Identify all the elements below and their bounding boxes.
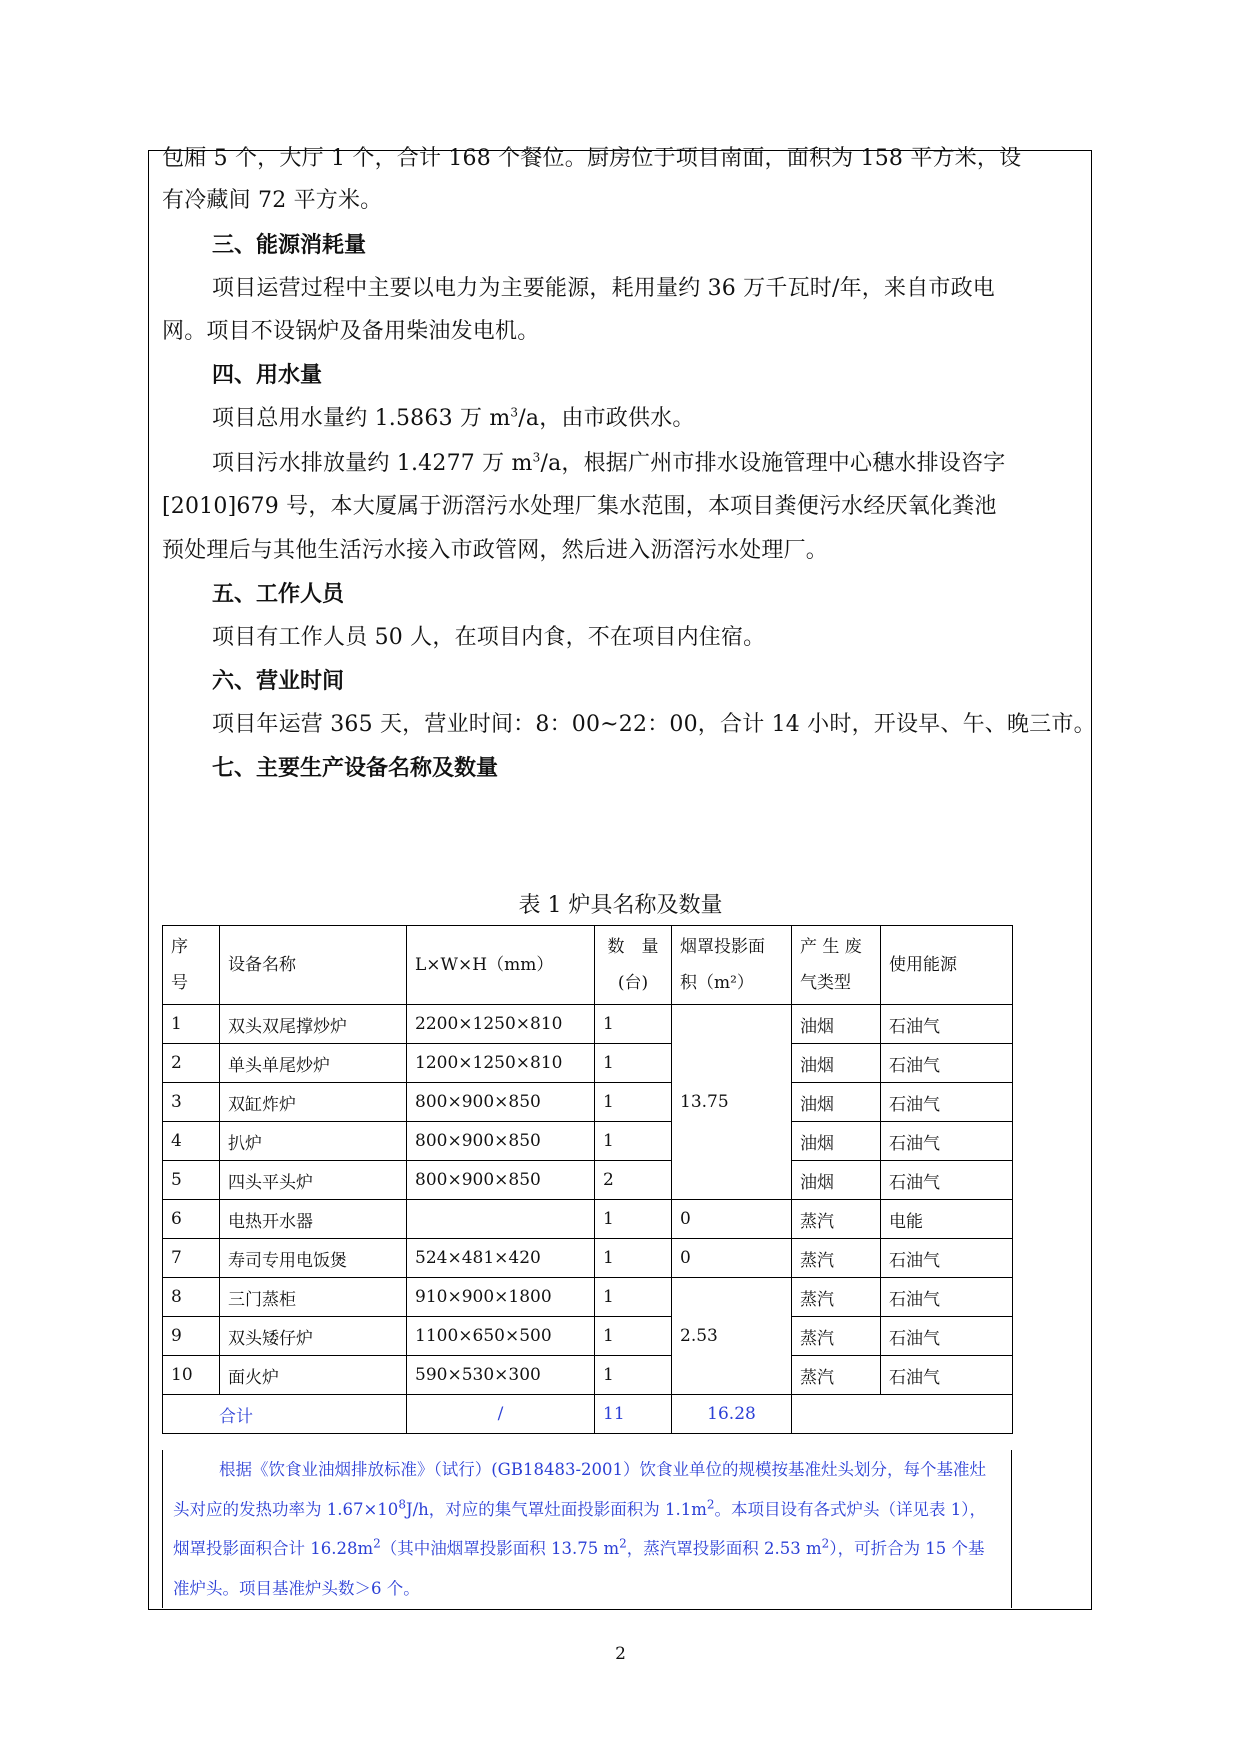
header-name: 设备名称 <box>220 926 407 1005</box>
paragraph-line: 网。项目不设锅炉及备用柴油发电机。 <box>162 319 540 344</box>
cell-gas: 蒸汽 <box>792 1317 881 1356</box>
section-heading-energy: 三、能源消耗量 <box>212 233 367 258</box>
section-heading-equipment: 七、主要生产设备名称及数量 <box>212 756 499 781</box>
cell-dims: 524×481×420 <box>407 1239 595 1278</box>
cell-qty: 1 <box>595 1356 672 1395</box>
header-seq: 序 号 <box>163 926 220 1005</box>
cell-no: 1 <box>163 1005 220 1044</box>
total-label: 合计 <box>163 1395 407 1434</box>
cell-dims: 800×900×850 <box>407 1161 595 1200</box>
paragraph-line: [2010]679 号，本大厦属于沥滘污水处理厂集水范围，本项目粪便污水经厌氧化粪池 <box>162 494 997 519</box>
cell-gas: 油烟 <box>792 1083 881 1122</box>
table-row <box>163 1278 1013 1317</box>
cell-no: 7 <box>163 1239 220 1278</box>
cell-no: 5 <box>163 1161 220 1200</box>
cell-hood-area: 0 <box>672 1239 792 1278</box>
cell-qty: 1 <box>595 1005 672 1044</box>
cell-dims: 1100×650×500 <box>407 1317 595 1356</box>
cell-energy: 石油气 <box>881 1083 1013 1122</box>
cell-gas: 蒸汽 <box>792 1200 881 1239</box>
cell-qty: 1 <box>595 1122 672 1161</box>
cell-dims: 2200×1250×810 <box>407 1005 595 1044</box>
cell-no: 4 <box>163 1122 220 1161</box>
cell-gas: 蒸汽 <box>792 1239 881 1278</box>
cell-no: 2 <box>163 1044 220 1083</box>
total-empty-cell <box>792 1395 1013 1434</box>
table-row <box>163 1356 1013 1395</box>
table-row <box>163 1005 1013 1044</box>
cell-name: 单头单尾炒炉 <box>220 1044 407 1083</box>
cell-hood-area: 0 <box>672 1200 792 1239</box>
cell-name: 扒炉 <box>220 1122 407 1161</box>
cell-name: 双头矮仔炉 <box>220 1317 407 1356</box>
cell-dims: 590×530×300 <box>407 1356 595 1395</box>
header-energy: 使用能源 <box>881 926 1013 1005</box>
cell-no: 8 <box>163 1278 220 1317</box>
section-heading-hours: 六、营业时间 <box>212 669 345 694</box>
table-row <box>163 1239 1013 1278</box>
table-caption: 表 1 炉具名称及数量 <box>518 893 723 918</box>
total-dims: / <box>407 1395 595 1434</box>
cell-dims: 1200×1250×810 <box>407 1044 595 1083</box>
paragraph-line: 项目总用水量约 1.5863 万 $m^3/a$，由市政供水。 <box>212 405 695 431</box>
cell-name: 寿司专用电饭煲 <box>220 1239 407 1278</box>
total-qty: 11 <box>595 1395 672 1434</box>
cell-dims: 800×900×850 <box>407 1122 595 1161</box>
header-hood-area: 烟罩投影面 积（m²） <box>672 926 792 1005</box>
cell-hood-area: 13.75 <box>672 1005 792 1200</box>
cell-name: 电热开水器 <box>220 1200 407 1239</box>
paragraph-line: 包厢 5 个，大厅 1 个，合计 168 个餐位。厨房位于项目南面，面积为 158 平方米，设 <box>162 146 1022 171</box>
cell-qty: 1 <box>595 1083 672 1122</box>
cell-name: 四头平头炉 <box>220 1161 407 1200</box>
section-heading-staff: 五、工作人员 <box>212 582 345 607</box>
equipment-table <box>162 925 1013 1434</box>
cell-energy: 石油气 <box>881 1161 1013 1200</box>
cell-no: 10 <box>163 1356 220 1395</box>
cell-gas: 油烟 <box>792 1161 881 1200</box>
cell-qty: 2 <box>595 1161 672 1200</box>
paragraph-line: 项目年运营 365 天，营业时间：8：00~22：00，合计 14 小时，开设早、午、晚三市。 <box>212 712 1096 737</box>
cell-no: 6 <box>163 1200 220 1239</box>
cell-gas: 蒸汽 <box>792 1356 881 1395</box>
cell-gas: 油烟 <box>792 1122 881 1161</box>
paragraph-line: 有冷藏间 72 平方米。 <box>162 188 383 213</box>
cell-name: 面火炉 <box>220 1356 407 1395</box>
table-row <box>163 1200 1013 1239</box>
table-row <box>163 1317 1013 1356</box>
cell-dims: 910×900×1800 <box>407 1278 595 1317</box>
cell-name: 双缸炸炉 <box>220 1083 407 1122</box>
cell-gas: 蒸汽 <box>792 1278 881 1317</box>
cell-name: 三门蒸柜 <box>220 1278 407 1317</box>
total-hood-area: 16.28 <box>672 1395 792 1434</box>
cell-energy: 石油气 <box>881 1005 1013 1044</box>
cell-energy: 电能 <box>881 1200 1013 1239</box>
cell-energy: 石油气 <box>881 1044 1013 1083</box>
paragraph-line: 项目运营过程中主要以电力为主要能源，耗用量约 36 万千瓦时/年，来自市政电 <box>212 276 995 301</box>
table-row <box>163 1044 1013 1083</box>
cell-qty: 1 <box>595 1278 672 1317</box>
header-gas-type: 产 生 废 气类型 <box>792 926 881 1005</box>
cell-qty: 1 <box>595 1317 672 1356</box>
cell-energy: 石油气 <box>881 1317 1013 1356</box>
cell-gas: 油烟 <box>792 1005 881 1044</box>
cell-no: 3 <box>163 1083 220 1122</box>
header-qty: 数 量 (台) <box>595 926 672 1005</box>
table-row <box>163 1083 1013 1122</box>
cell-name: 双头双尾撑炒炉 <box>220 1005 407 1044</box>
cell-energy: 石油气 <box>881 1122 1013 1161</box>
cell-qty: 1 <box>595 1200 672 1239</box>
table-note: 根据《饮食业油烟排放标准》（试行）(GB18483-2001）饮食业单位的规模按基准灶头划分，每个基准灶头对应的发热功率为 $1.67\times 10^8J/h$，对应的集气罩灶面投影面积为 $1.1m^2$。本项目设有各式炉头（详见表 1），烟罩投影面积合计 $16.28m^2$（其中油烟罩投影面积 13.75 $m^2$，蒸汽罩投影面积 2.53 $m^2$），可折合为 15 个基准炉头。项目基准炉头数＞6 个。 <box>162 1450 1012 1608</box>
cell-qty: 1 <box>595 1239 672 1278</box>
cell-energy: 石油气 <box>881 1356 1013 1395</box>
table-row <box>163 1122 1013 1161</box>
table-row <box>163 1161 1013 1200</box>
cell-qty: 1 <box>595 1044 672 1083</box>
section-heading-water: 四、用水量 <box>212 363 323 388</box>
paragraph-line: 预处理后与其他生活污水接入市政管网，然后进入沥滘污水处理厂。 <box>162 538 829 563</box>
header-dims: L×W×H（mm） <box>407 926 595 1005</box>
table-header-row <box>163 926 1013 1005</box>
cell-energy: 石油气 <box>881 1278 1013 1317</box>
paragraph-line: 项目污水排放量约 1.4277 万 $m^3/a$，根据广州市排水设施管理中心穗水排设咨字 <box>212 450 1006 476</box>
cell-energy: 石油气 <box>881 1239 1013 1278</box>
cell-no: 9 <box>163 1317 220 1356</box>
page-number: 2 <box>615 1644 626 1664</box>
table-total-row <box>163 1395 1013 1434</box>
cell-gas: 油烟 <box>792 1044 881 1083</box>
cell-hood-area: 2.53 <box>672 1278 792 1395</box>
cell-dims <box>407 1200 595 1239</box>
cell-dims: 800×900×850 <box>407 1083 595 1122</box>
paragraph-line: 项目有工作人员 50 人，在项目内食，不在项目内住宿。 <box>212 625 766 650</box>
